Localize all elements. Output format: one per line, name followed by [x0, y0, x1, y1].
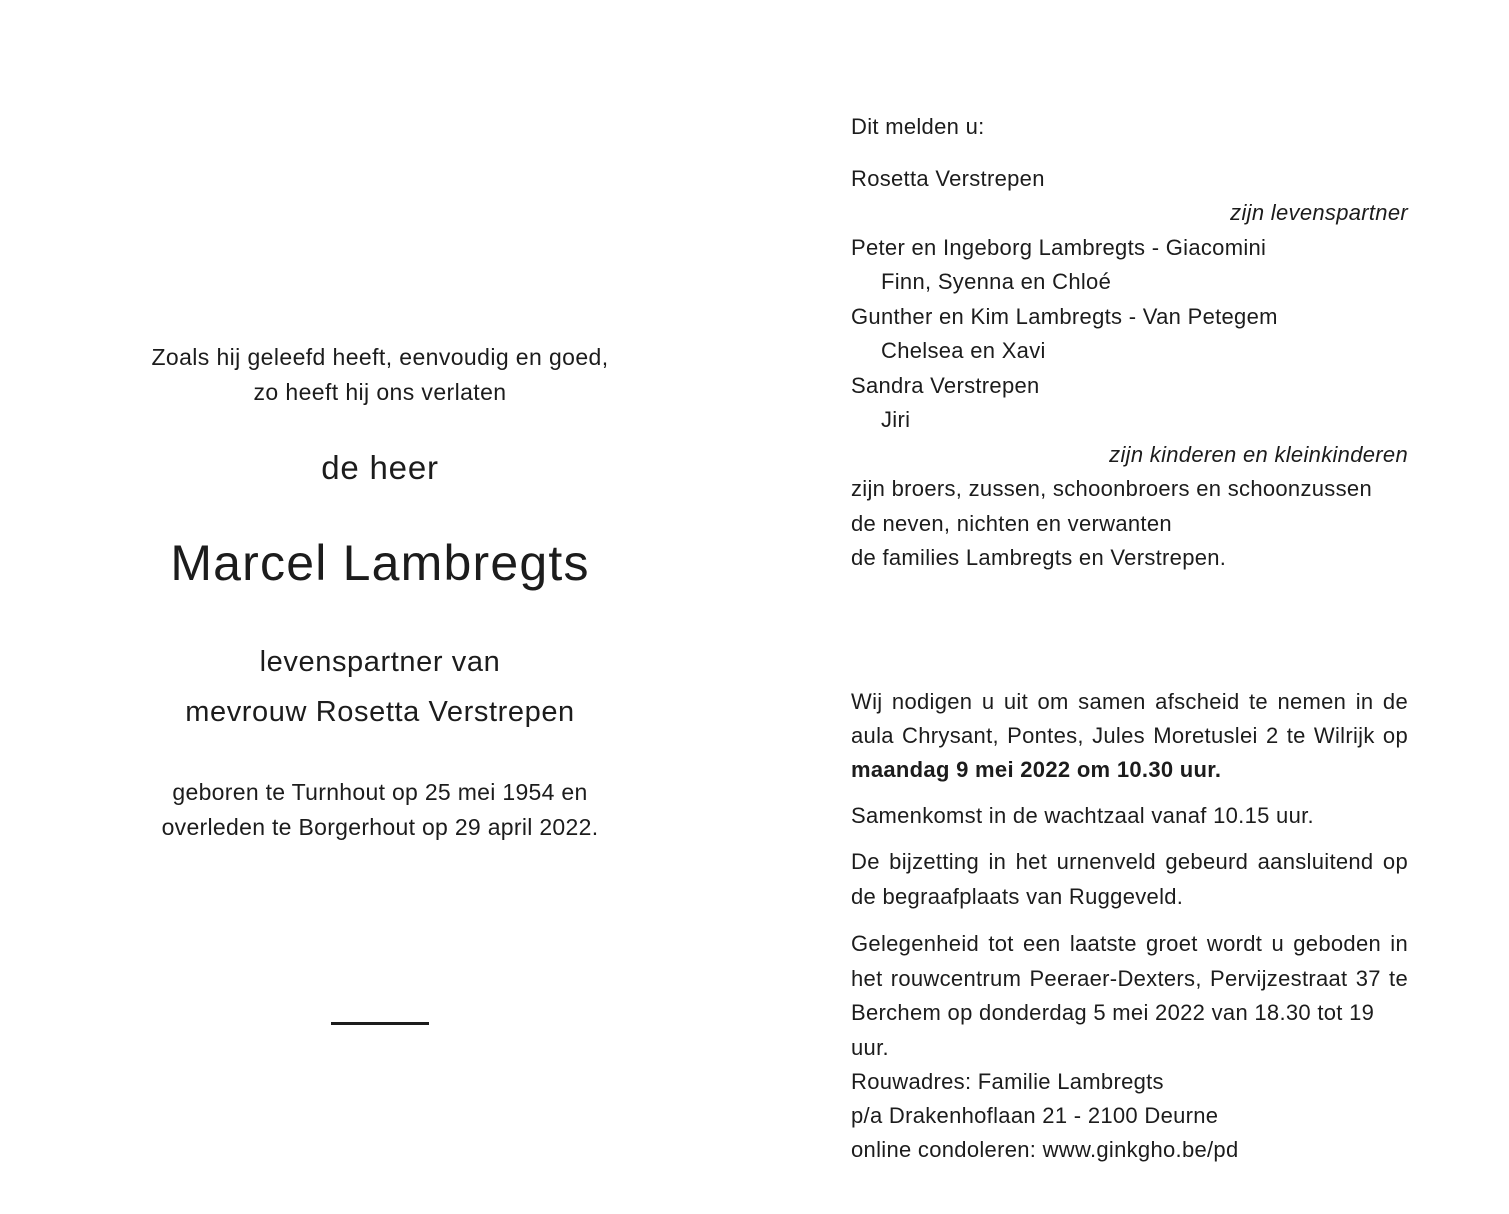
- family-role-label: zijn kinderen en kleinkinderen: [1109, 441, 1408, 467]
- ceremony-paragraph: [851, 685, 1408, 787]
- interment-line-1: De bijzetting in het urnenveld gebeurd aansluitend op: [851, 849, 1408, 874]
- relatives-line: de neven, nichten en verwanten: [851, 510, 1172, 536]
- ceremony-line-1: Wij nodigen u uit om samen afscheid te nemen in de: [851, 689, 1408, 714]
- ceremony-datetime: maandag 9 mei 2022 om 10.30 uur.: [851, 757, 1222, 782]
- epigraph-line-2: zo heeft hij ons verlaten: [253, 379, 507, 405]
- farewell-line-3: Berchem op donderdag 5 mei 2022 van 18.30 tot 19 uur.: [851, 1000, 1375, 1060]
- birth-death-dates: [70, 775, 690, 845]
- epigraph-line-1: Zoals hij geleefd heeft, eenvoudig en goed,: [151, 344, 609, 370]
- interment-paragraph: [851, 845, 1408, 914]
- gathering-line: Samenkomst in de wachtzaal vanaf 10.15 uur.: [851, 803, 1314, 828]
- divider-rule: [331, 1022, 429, 1025]
- family-line: Chelsea en Xavi: [881, 338, 1046, 363]
- partner-role-label: zijn levenspartner: [1230, 200, 1408, 225]
- family-line: Sandra Verstrepen: [851, 372, 1040, 398]
- ceremony-line-2: aula Chrysant, Pontes, Jules Moretuslei 2 te Wilrijk op: [851, 723, 1408, 748]
- family-line: Peter en Ingeborg Lambregts - Giacomini: [851, 234, 1267, 260]
- announcement-heading: Dit melden u:: [851, 114, 985, 139]
- death-line: overleden te Borgerhout op 29 april 2022.: [161, 814, 599, 840]
- farewell-line-2: het rouwcentrum Peeraer-Dexters, Pervijzestraat 37 te: [851, 965, 1408, 991]
- condolence-url-line: online condoleren: www.ginkgho.be/pd: [851, 1137, 1239, 1162]
- birth-line: geboren te Turnhout op 25 mei 1954 en: [172, 779, 588, 805]
- farewell-paragraph: [851, 927, 1408, 1065]
- salutation: de heer: [321, 449, 439, 486]
- relation-line-2: mevrouw Rosetta Verstrepen: [185, 696, 575, 728]
- farewell-line-1: Gelegenheid tot een laatste groet wordt u geboden in: [851, 931, 1408, 956]
- family-line: Gunther en Kim Lambregts - Van Petegem: [851, 303, 1278, 329]
- interment-line-2: de begraafplaats van Ruggeveld.: [851, 883, 1184, 909]
- relation-line-1: levenspartner van: [259, 646, 501, 678]
- epigraph: [70, 340, 690, 410]
- mourning-address-line-1: Rouwadres: Familie Lambregts: [851, 1069, 1164, 1094]
- family-line: Finn, Syenna en Chloé: [881, 269, 1112, 294]
- partner-name: Rosetta Verstrepen: [851, 165, 1045, 191]
- family-line: Jiri: [881, 407, 911, 432]
- gathering-paragraph: [851, 799, 1408, 834]
- mourning-address-block: [851, 1065, 1408, 1167]
- relatives-line: zijn broers, zussen, schoonbroers en schoonzussen: [851, 476, 1372, 501]
- relatives-line: de families Lambregts en Verstrepen.: [851, 545, 1227, 570]
- deceased-name: Marcel Lambregts: [170, 535, 590, 591]
- announcement-block: [851, 110, 1408, 576]
- relation-block: [70, 637, 690, 737]
- mourning-address-line-2: p/a Drakenhoflaan 21 - 2100 Deurne: [851, 1103, 1219, 1128]
